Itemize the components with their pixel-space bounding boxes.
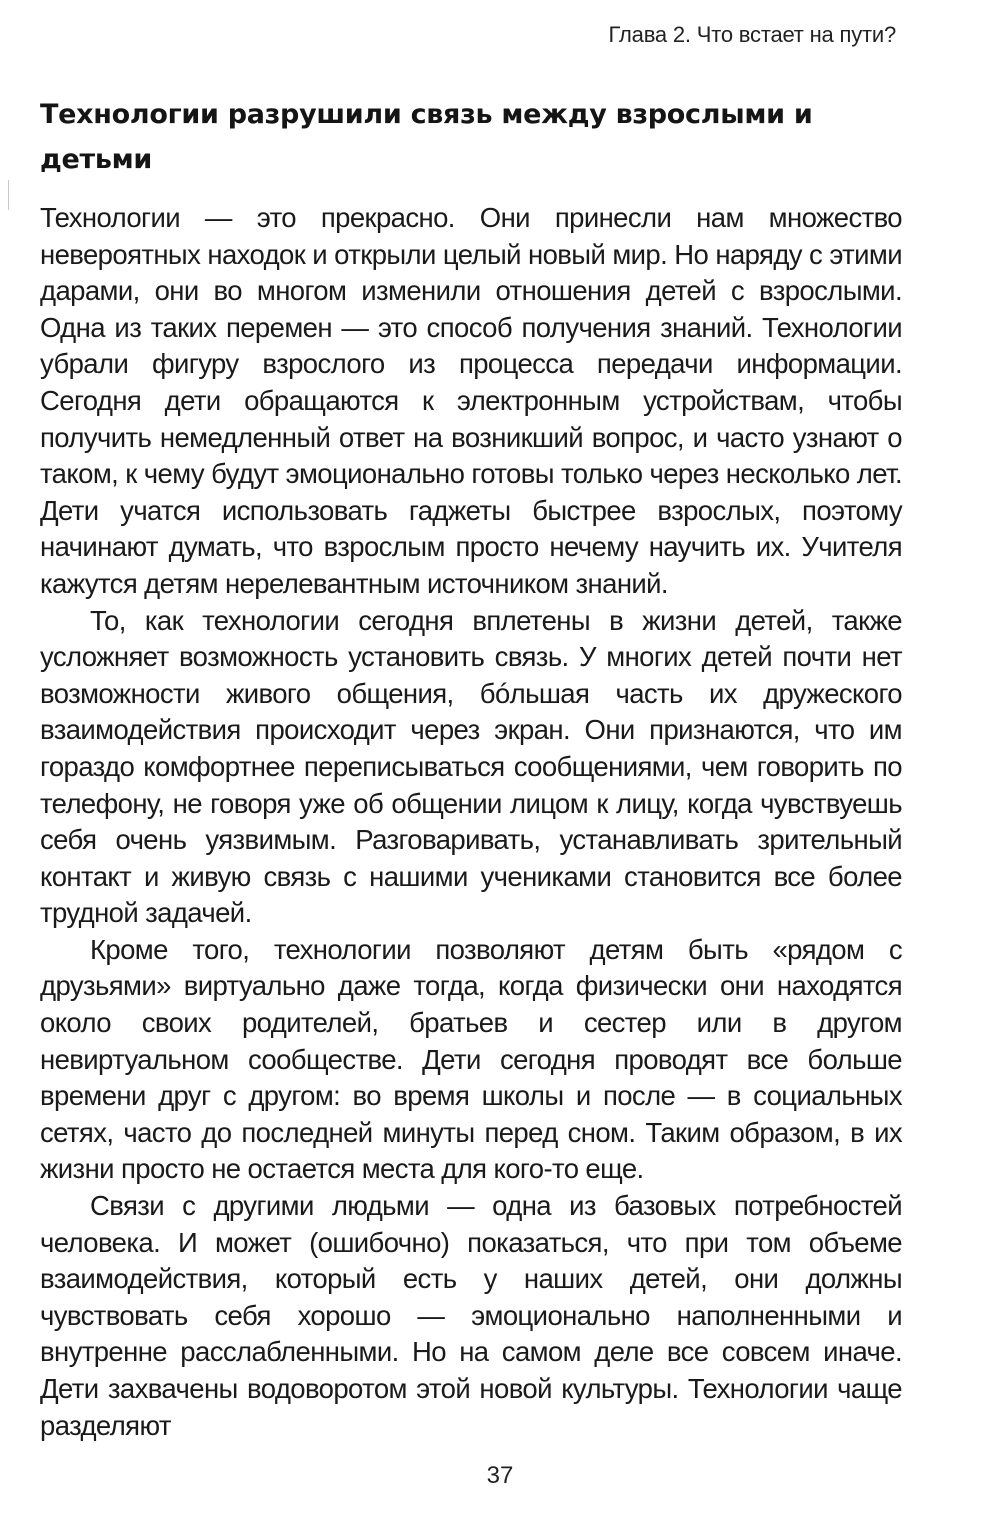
margin-mark bbox=[8, 180, 9, 210]
paragraph: Технологии — это прекрасно. Они принесли нам множество невероятных находок и открыли целый новый мир. Но наряду с этими дарами, они во многом изменили отношения детей с взрослыми. Одна из таких перемен — это способ получения знаний. Технологии убрали фигуру взрослого из процесса передачи информации. Сегодня дети обращаются к электронным устройствам, чтобы получить немедленный ответ на возникший вопрос, и часто узнают о таком, к чему будут эмоционально готовы только через несколько лет. Дети учатся использовать гаджеты быстрее взрослых, поэтому начинают думать, что взрослым просто нечему научить их. Учителя кажутся детям нерелевантным источником знаний. bbox=[40, 202, 902, 599]
section-title: Технологии разрушили связь между взрослыми и детьми bbox=[40, 99, 813, 175]
running-header: Глава 2. Что встает на пути? bbox=[608, 22, 896, 47]
paragraph: Связи с другими людьми — одна из базовых потребностей человека. И может (ошибочно) показаться, что при том объеме взаимодействия, который есть у наших детей, они должны чувствовать себя хорошо — эмоционально наполненными и внутренне расслабленными. Но на самом деле все совсем иначе. Дети захвачены водоворотом этой новой культуры. Технологии чаще разделяют bbox=[40, 1190, 902, 1441]
paragraph: То, как технологии сегодня вплетены в жизни детей, также усложняет возможность установить связь. У многих детей почти нет возможности живого общения, бóльшая часть их дружеского взаимодействия происходит через экран. Они признаются, что им гораздо комфортнее переписываться сообщениями, чем говорить по телефону, не говоря уже об общении лицом к лицу, когда чувствуешь себя очень уязвимым. Разговаривать, устанавливать зрительный контакт и живую связь с нашими учениками становится все более трудной задачей. bbox=[40, 604, 902, 929]
body-text bbox=[40, 200, 902, 1444]
page-number: 37 bbox=[486, 1462, 514, 1489]
paragraph: Кроме того, технологии позволяют детям быть «рядом с друзьями» виртуально даже тогда, когда физически они находятся около своих родителей, братьев и сестер или в другом невиртуальном сообществе. Дети сегодня проводят все больше времени друг с другом: во время школы и после — в социальных сетях, часто до последней минуты перед сном. Таким образом, в их жизни просто не остается места для кого-то еще. bbox=[40, 933, 902, 1185]
